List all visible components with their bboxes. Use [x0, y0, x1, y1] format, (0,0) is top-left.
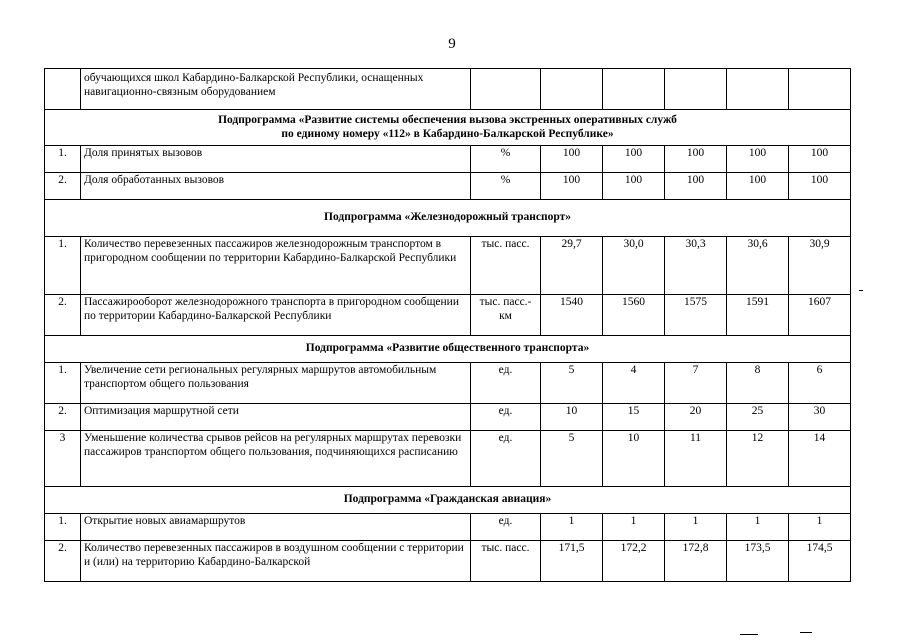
section-title: [45, 487, 851, 514]
value-cell: 5: [541, 431, 603, 487]
value-cell: [541, 69, 603, 110]
unit-cell: тыс. пасс.: [471, 541, 541, 582]
row-number: 1.: [45, 146, 81, 173]
table-row: [45, 237, 851, 295]
value-cell: 100: [665, 146, 727, 173]
row-number: 2.: [45, 404, 81, 431]
value-cell: 15: [603, 404, 665, 431]
unit-cell: тыс. пасс.-км: [471, 295, 541, 336]
unit-cell: тыс. пасс.: [471, 237, 541, 295]
unit-cell: ед.: [471, 363, 541, 404]
value-cell: 10: [541, 404, 603, 431]
value-cell: 100: [789, 146, 851, 173]
indicator-name: Открытие новых авиамаршрутов: [81, 514, 471, 541]
indicator-name: Количество перевезенных пассажиров в воздушном сообщении с территории и (или) на территорию Кабардино-Балкарской: [81, 541, 471, 582]
value-cell: 1: [541, 514, 603, 541]
value-cell: 1540: [541, 295, 603, 336]
indicator-name: Доля принятых вызовов: [81, 146, 471, 173]
value-cell: 30: [789, 404, 851, 431]
row-number: 1.: [45, 514, 81, 541]
indicator-name: Уменьшение количества срывов рейсов на регулярных маршрутах перевозки пассажиров транспортом общего пользования, подчиняющихся расписанию: [81, 431, 471, 487]
value-cell: 7: [665, 363, 727, 404]
indicator-name: Пассажирооборот железнодорожного транспорта в пригородном сообщении по территории Кабардино-Балкарской Республики: [81, 295, 471, 336]
value-cell: 1560: [603, 295, 665, 336]
value-cell: 30,0: [603, 237, 665, 295]
section-title-line: Подпрограмма «Железнодорожный транспорт»: [324, 211, 571, 224]
value-cell: 100: [727, 173, 789, 200]
row-number: 2.: [45, 541, 81, 582]
section-title-line: Подпрограмма «Развитие системы обеспечения вызова экстренных оперативных служб: [218, 114, 677, 126]
table-row: [45, 363, 851, 404]
table-row: [45, 514, 851, 541]
value-cell: 100: [665, 173, 727, 200]
value-cell: 30,9: [789, 237, 851, 295]
indicator-name: Оптимизация маршрутной сети: [81, 404, 471, 431]
unit-cell: %: [471, 146, 541, 173]
value-cell: 172,8: [665, 541, 727, 582]
scan-mark: [859, 290, 863, 291]
unit-cell: %: [471, 173, 541, 200]
value-cell: 100: [541, 173, 603, 200]
value-cell: [603, 69, 665, 110]
value-cell: 30,6: [727, 237, 789, 295]
value-cell: [789, 69, 851, 110]
row-number: 2.: [45, 295, 81, 336]
section-title: [45, 200, 851, 237]
value-cell: 1591: [727, 295, 789, 336]
section-title: [45, 336, 851, 363]
section-title-line: по единому номеру «112» в Кабардино-Балкарской Республике»: [281, 127, 614, 140]
value-cell: 174,5: [789, 541, 851, 582]
section-header-row: [45, 336, 851, 363]
table-row: [45, 404, 851, 431]
indicator-name: Доля обработанных вызовов: [81, 173, 471, 200]
value-cell: 1607: [789, 295, 851, 336]
section-title-line: Подпрограмма «Развитие общественного транспорта»: [305, 342, 590, 355]
indicator-name: обучающихся школ Кабардино-Балкарской Республики, оснащенных навигационно-связным оборудованием: [81, 69, 471, 110]
value-cell: 4: [603, 363, 665, 404]
row-number: 1.: [45, 237, 81, 295]
section-title: [45, 110, 851, 146]
indicator-name: Количество перевезенных пассажиров железнодорожным транспортом в пригородном сообщении по территории Кабардино-Балкарской Республики: [81, 237, 471, 295]
unit-cell: ед.: [471, 431, 541, 487]
row-number: [45, 69, 81, 110]
value-cell: 30,3: [665, 237, 727, 295]
section-header-row: [45, 200, 851, 237]
table-row: [45, 541, 851, 582]
value-cell: 1: [789, 514, 851, 541]
row-number: 3: [45, 431, 81, 487]
value-cell: 1: [665, 514, 727, 541]
table-row: [45, 146, 851, 173]
value-cell: 100: [541, 146, 603, 173]
indicator-name: Увеличение сети региональных регулярных маршрутов автомобильным транспортом общего пользования: [81, 363, 471, 404]
section-title-line: Подпрограмма «Гражданская авиация»: [343, 493, 552, 506]
value-cell: 5: [541, 363, 603, 404]
value-cell: 6: [789, 363, 851, 404]
indicators-table: [44, 68, 851, 582]
table-row: [45, 173, 851, 200]
value-cell: 11: [665, 431, 727, 487]
value-cell: 172,2: [603, 541, 665, 582]
scan-mark: [800, 632, 812, 633]
row-number: 1.: [45, 363, 81, 404]
value-cell: 1575: [665, 295, 727, 336]
value-cell: [665, 69, 727, 110]
section-header-row: [45, 487, 851, 514]
value-cell: 100: [789, 173, 851, 200]
value-cell: 1: [603, 514, 665, 541]
value-cell: 8: [727, 363, 789, 404]
page-number: 9: [448, 36, 456, 52]
value-cell: [727, 69, 789, 110]
value-cell: 10: [603, 431, 665, 487]
section-header-row: [45, 110, 851, 146]
value-cell: 20: [665, 404, 727, 431]
unit-cell: ед.: [471, 404, 541, 431]
unit-cell: ед.: [471, 514, 541, 541]
value-cell: 14: [789, 431, 851, 487]
value-cell: 25: [727, 404, 789, 431]
value-cell: 29,7: [541, 237, 603, 295]
table-row: [45, 295, 851, 336]
value-cell: 12: [727, 431, 789, 487]
unit-cell: [471, 69, 541, 110]
table-row: [45, 431, 851, 487]
value-cell: 173,5: [727, 541, 789, 582]
scan-mark: [740, 634, 758, 635]
value-cell: 100: [603, 173, 665, 200]
value-cell: 171,5: [541, 541, 603, 582]
table-row: [45, 69, 851, 110]
value-cell: 100: [603, 146, 665, 173]
value-cell: 100: [727, 146, 789, 173]
row-number: 2.: [45, 173, 81, 200]
value-cell: 1: [727, 514, 789, 541]
